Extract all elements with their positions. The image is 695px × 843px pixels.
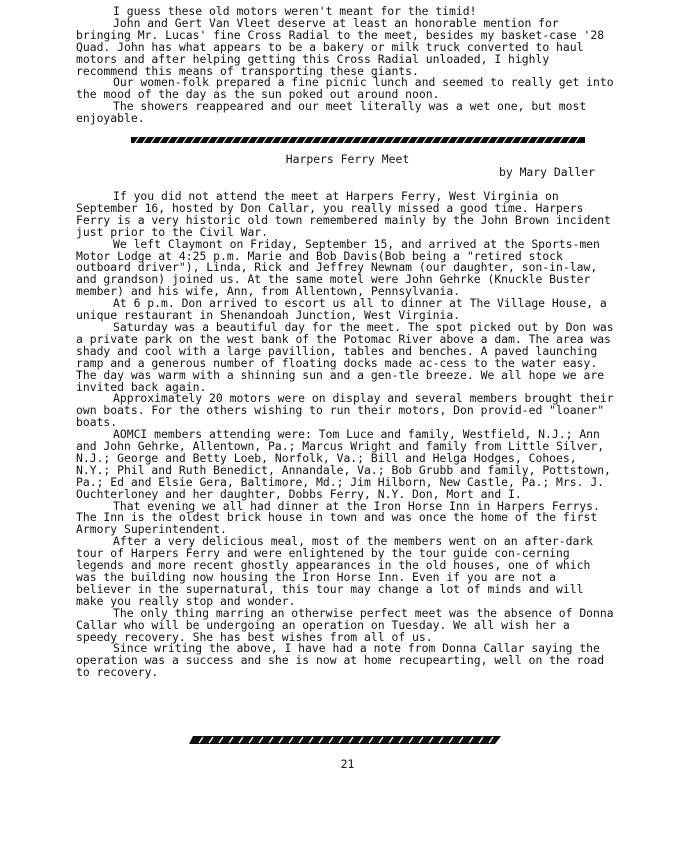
paragraph: The only thing marring an otherwise perfect meet was the absence of Donna Callar who will be undergoing an operation on Tuesday. We all wish her a speedy recovery. She has best wishes from all of us.: [76, 605, 614, 644]
paragraph: The showers reappeared and our meet literally was a wet one, but most enjoyable.: [76, 99, 587, 126]
decorative-divider: [189, 734, 501, 746]
paragraph: Since writing the above, I have had a note from Donna Callar saying the operation was a success and she is now at home recupearting, well on the road to recovery.: [76, 641, 605, 680]
paragraph: At 6 p.m. Don arrived to escort us all to dinner at The Village House, a unique restaurant in Shenandoah Junction, West Virginia.: [76, 296, 607, 323]
paragraph: That evening we all had dinner at the Iron Horse Inn in Harpers Ferrys. The Inn is the oldest brick house in town and was once the home of the first Armory Superintendent.: [76, 498, 600, 537]
previous-article-ending: [76, 6, 616, 125]
paragraph: John and Gert Van Vleet deserve at least an honorable mention for bringing Mr. Lucas' fine Cross Radial to the meet, besides my basket-case '28 Quad. John has what appears to be a bakery or milk truck converted to haul motors and after helping getting this Cross Radial unloaded, I highly recommend this means of transporting these giants.: [76, 15, 605, 78]
paragraph: If you did not attend the meet at Harpers Ferry, West Virginia on September 16, hosted by Don Callar, you really missed a good time. Harpers Ferry is a very historic old town remembered mainly by the John Brown incident just prior to the Civil War.: [76, 189, 611, 239]
paragraph: I guess these old motors weren't meant for the timid!: [113, 4, 477, 18]
article-title: Harpers Ferry Meet: [285, 152, 410, 166]
paragraph: Our women-folk prepared a fine picnic lunch and seemed to really get into the mood of the day as the sun poked out around noon.: [76, 75, 614, 102]
paragraph: Approximately 20 motors were on display and several members brought their own boats. For the others wishing to run their motors, Don provid-ed "loaner" boats.: [76, 391, 614, 430]
paragraph: After a very delicious meal, most of the members went on an after-dark tour of Harpers Ferry and were enlightened by the tour guide con-cerning legends and more recent ghostly appearances in the old houses, one of which was the building now housing the Iron Horse Inn. Even if you are not a believer in the supernatural, this tour may change a lot of minds and will make you really stop and wonder.: [76, 534, 594, 608]
article-byline: by Mary Daller: [499, 165, 596, 179]
page-number: 21: [340, 757, 355, 771]
article-body: [76, 191, 616, 679]
paragraph: Saturday was a beautiful day for the meet. The spot picked out by Don was a private park on the west bank of the Potomac River above a dam. The area was shady and cool with a large pavillion, tables and benches. A paved launching ramp and a generous number of floating docks made ac-cess to the water easy. The day was warm with a shinning sun and a gen-tle breeze. We all hope we are invited back again.: [76, 319, 614, 394]
decorative-divider: [131, 135, 585, 145]
paragraph: We left Claymont on Friday, September 15, and arrived at the Sports-men Motor Lodge at 4:25 p.m. Marie and Bob Davis(Bob being a "retired stock outboard driver"), Linda, Rick and Jeffrey Newnam (our daughter, son-in-law, and grandson) joined us. At the same motel were John Gehrke (Knuckle Buster member) and his wife, Ann, from Allentown, Pennsylvania.: [76, 236, 600, 299]
paragraph: AOMCI members attending were: Tom Luce and family, Westfield, N.J.; Ann and John Gehrke, Allentown, Pa.; Marcus Wright and family from Little Silver, N.J.; George and Betty Loeb, Norfolk, Va.; Bill and Helga Hodges, Cohoes, N.Y.; Phil and Ruth Benedict, Annandale, Va.; Bob Grubb and family, Pottstown, Pa.; Ed and Elsie Gera, Baltimore, Md.; Jim Hilborn, New Castle, Pa.; Mrs. J. Ouchterloney and her daughter, Dobbs Ferry, N.Y. Don, Mort and I.: [76, 427, 611, 501]
